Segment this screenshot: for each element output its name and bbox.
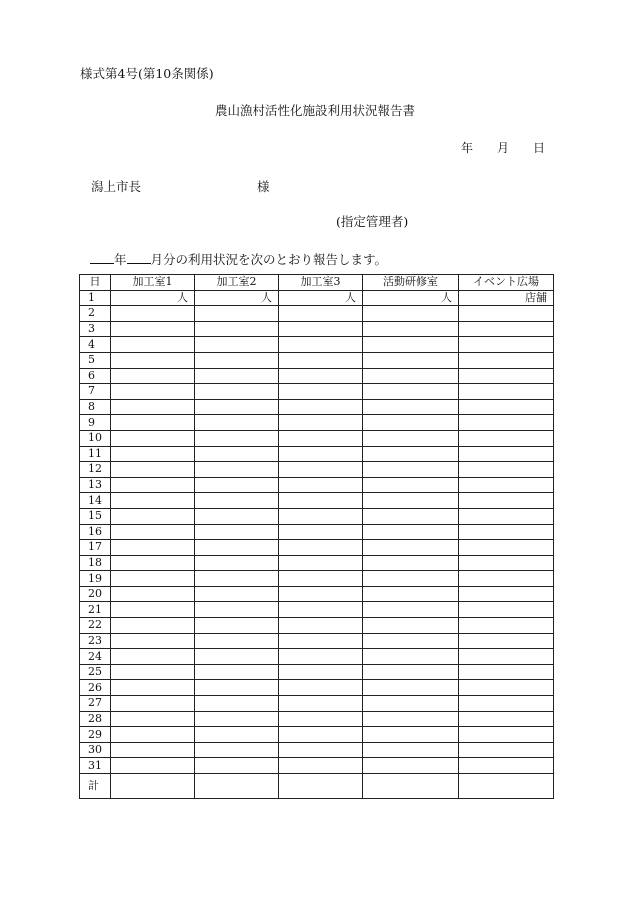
entry-cell[interactable] — [279, 571, 363, 587]
date-day-label: 日 — [532, 141, 545, 155]
entry-cell[interactable] — [111, 664, 195, 680]
entry-cell[interactable] — [111, 524, 195, 540]
day-cell: 14 — [80, 493, 111, 509]
entry-cell[interactable] — [195, 446, 279, 462]
entry-cell[interactable] — [279, 399, 363, 415]
entry-cell[interactable] — [363, 727, 459, 743]
day-cell: 31 — [80, 758, 111, 774]
entry-cell[interactable] — [459, 368, 554, 384]
entry-cell[interactable] — [363, 711, 459, 727]
entry-cell[interactable] — [195, 602, 279, 618]
entry-cell[interactable] — [363, 524, 459, 540]
table-row — [80, 711, 554, 727]
unit-cell[interactable]: 人 — [195, 290, 279, 306]
entry-cell[interactable] — [459, 415, 554, 431]
entry-cell[interactable] — [111, 540, 195, 556]
table-row — [80, 290, 554, 306]
table-row — [80, 649, 554, 665]
entry-cell[interactable] — [279, 742, 363, 758]
total-cell[interactable] — [195, 774, 279, 799]
entry-cell[interactable] — [279, 586, 363, 602]
entry-cell[interactable] — [279, 415, 363, 431]
day-cell: 29 — [80, 727, 111, 743]
entry-cell[interactable] — [459, 477, 554, 493]
entry-cell[interactable] — [111, 368, 195, 384]
entry-cell[interactable] — [363, 384, 459, 400]
entry-cell[interactable] — [111, 711, 195, 727]
unit-cell[interactable]: 人 — [111, 290, 195, 306]
header-processing-room-1: 加工室1 — [111, 275, 195, 291]
entry-cell[interactable] — [111, 633, 195, 649]
entry-cell[interactable] — [195, 462, 279, 478]
entry-cell[interactable] — [459, 633, 554, 649]
table-row — [80, 415, 554, 431]
entry-cell[interactable] — [459, 602, 554, 618]
entry-cell[interactable] — [459, 399, 554, 415]
entry-cell[interactable] — [195, 727, 279, 743]
entry-cell[interactable] — [279, 696, 363, 712]
entry-cell[interactable] — [279, 493, 363, 509]
entry-cell[interactable] — [363, 602, 459, 618]
day-cell: 30 — [80, 742, 111, 758]
entry-cell[interactable] — [111, 758, 195, 774]
table-row — [80, 352, 554, 368]
entry-cell[interactable] — [195, 633, 279, 649]
entry-cell[interactable] — [279, 758, 363, 774]
header-processing-room-2: 加工室2 — [195, 275, 279, 291]
table-row — [80, 508, 554, 524]
entry-cell[interactable] — [363, 633, 459, 649]
day-cell: 9 — [80, 415, 111, 431]
entry-cell[interactable] — [195, 321, 279, 337]
entry-cell[interactable] — [279, 446, 363, 462]
entry-cell[interactable] — [363, 321, 459, 337]
table-body — [80, 290, 554, 798]
entry-cell[interactable] — [363, 430, 459, 446]
year-blank — [90, 251, 114, 264]
entry-cell[interactable] — [195, 540, 279, 556]
day-cell: 7 — [80, 384, 111, 400]
day-cell: 6 — [80, 368, 111, 384]
entry-cell[interactable] — [459, 306, 554, 322]
day-cell: 12 — [80, 462, 111, 478]
table-header-row — [80, 275, 554, 291]
entry-cell[interactable] — [459, 508, 554, 524]
entry-cell[interactable] — [363, 399, 459, 415]
entry-cell[interactable] — [111, 555, 195, 571]
entry-cell[interactable] — [195, 337, 279, 353]
entry-cell[interactable] — [195, 555, 279, 571]
entry-cell[interactable] — [459, 446, 554, 462]
entry-cell[interactable] — [363, 555, 459, 571]
table-row — [80, 742, 554, 758]
header-training-room: 活動研修室 — [363, 275, 459, 291]
day-cell: 21 — [80, 602, 111, 618]
entry-cell[interactable] — [195, 352, 279, 368]
entry-cell[interactable] — [363, 696, 459, 712]
form-number: 様式第4号(第10条関係) — [80, 66, 214, 81]
table-row — [80, 430, 554, 446]
entry-cell[interactable] — [195, 477, 279, 493]
entry-cell[interactable] — [459, 649, 554, 665]
entry-cell[interactable] — [195, 368, 279, 384]
entry-cell[interactable] — [195, 758, 279, 774]
entry-cell[interactable] — [195, 524, 279, 540]
entry-cell[interactable] — [363, 508, 459, 524]
table-row — [80, 306, 554, 322]
entry-cell[interactable] — [111, 399, 195, 415]
month-blank — [127, 251, 151, 264]
entry-cell[interactable] — [459, 680, 554, 696]
header-processing-room-3: 加工室3 — [279, 275, 363, 291]
day-cell: 4 — [80, 337, 111, 353]
day-cell: 10 — [80, 430, 111, 446]
recipient-honorific: 様 — [257, 179, 270, 194]
day-cell: 1 — [80, 290, 111, 306]
entry-cell[interactable] — [459, 555, 554, 571]
entry-cell[interactable] — [363, 306, 459, 322]
entry-cell[interactable] — [363, 540, 459, 556]
total-cell[interactable] — [111, 774, 195, 799]
day-cell: 25 — [80, 664, 111, 680]
table-row — [80, 337, 554, 353]
entry-cell[interactable] — [279, 711, 363, 727]
entry-cell[interactable] — [279, 680, 363, 696]
day-cell: 26 — [80, 680, 111, 696]
entry-cell[interactable] — [363, 446, 459, 462]
entry-cell[interactable] — [459, 711, 554, 727]
total-cell[interactable] — [459, 774, 554, 799]
entry-cell[interactable] — [459, 586, 554, 602]
entry-cell[interactable] — [111, 571, 195, 587]
day-cell: 16 — [80, 524, 111, 540]
entry-cell[interactable] — [195, 696, 279, 712]
date-month-label: 月 — [496, 141, 509, 155]
entry-cell[interactable] — [459, 618, 554, 634]
unit-cell[interactable]: 店舗 — [459, 290, 554, 306]
entry-cell[interactable] — [195, 399, 279, 415]
total-row — [80, 774, 554, 799]
entry-cell[interactable] — [195, 306, 279, 322]
entry-cell[interactable] — [363, 618, 459, 634]
entry-cell[interactable] — [111, 508, 195, 524]
date-year-label: 年 — [460, 141, 473, 155]
day-cell: 28 — [80, 711, 111, 727]
entry-cell[interactable] — [459, 430, 554, 446]
entry-cell[interactable] — [279, 602, 363, 618]
total-cell[interactable] — [279, 774, 363, 799]
entry-cell[interactable] — [195, 586, 279, 602]
entry-cell[interactable] — [195, 571, 279, 587]
entry-cell[interactable] — [195, 680, 279, 696]
entry-cell[interactable] — [279, 352, 363, 368]
entry-cell[interactable] — [111, 586, 195, 602]
entry-cell[interactable] — [111, 649, 195, 665]
entry-cell[interactable] — [279, 618, 363, 634]
year-suffix: 年 — [114, 252, 127, 267]
entry-cell[interactable] — [111, 727, 195, 743]
entry-cell[interactable] — [111, 415, 195, 431]
table-row — [80, 524, 554, 540]
entry-cell[interactable] — [111, 337, 195, 353]
table-row — [80, 555, 554, 571]
entry-cell[interactable] — [459, 696, 554, 712]
entry-cell[interactable] — [111, 446, 195, 462]
day-cell: 27 — [80, 696, 111, 712]
entry-cell[interactable] — [195, 415, 279, 431]
total-cell[interactable] — [363, 774, 459, 799]
entry-cell[interactable] — [195, 711, 279, 727]
entry-cell[interactable] — [279, 384, 363, 400]
entry-cell[interactable] — [279, 337, 363, 353]
day-cell: 8 — [80, 399, 111, 415]
entry-cell[interactable] — [111, 321, 195, 337]
entry-cell[interactable] — [195, 493, 279, 509]
usage-table — [79, 274, 554, 799]
table-row — [80, 571, 554, 587]
entry-cell[interactable] — [279, 649, 363, 665]
entry-cell[interactable] — [279, 306, 363, 322]
recipient-name: 潟上市長 — [91, 179, 142, 194]
day-cell: 15 — [80, 508, 111, 524]
table-row — [80, 664, 554, 680]
entry-cell[interactable] — [111, 462, 195, 478]
table-row — [80, 758, 554, 774]
total-label: 計 — [80, 774, 111, 799]
unit-cell[interactable]: 人 — [363, 290, 459, 306]
entry-cell[interactable] — [363, 415, 459, 431]
entry-cell[interactable] — [111, 742, 195, 758]
entry-cell[interactable] — [279, 664, 363, 680]
entry-cell[interactable] — [279, 477, 363, 493]
document-title: 農山漁村活性化施設利用状況報告書 — [214, 103, 415, 118]
table-row — [80, 680, 554, 696]
day-cell: 5 — [80, 352, 111, 368]
table-row — [80, 399, 554, 415]
entry-cell[interactable] — [459, 742, 554, 758]
entry-cell[interactable] — [363, 352, 459, 368]
table-row — [80, 493, 554, 509]
day-cell: 23 — [80, 633, 111, 649]
entry-cell[interactable] — [279, 321, 363, 337]
entry-cell[interactable] — [363, 337, 459, 353]
day-cell: 17 — [80, 540, 111, 556]
entry-cell[interactable] — [363, 493, 459, 509]
entry-cell[interactable] — [363, 368, 459, 384]
entry-cell[interactable] — [459, 462, 554, 478]
entry-cell[interactable] — [363, 742, 459, 758]
unit-cell[interactable]: 人 — [279, 290, 363, 306]
entry-cell[interactable] — [459, 352, 554, 368]
entry-cell[interactable] — [195, 430, 279, 446]
entry-cell[interactable] — [111, 602, 195, 618]
day-cell: 24 — [80, 649, 111, 665]
entry-cell[interactable] — [279, 540, 363, 556]
entry-cell[interactable] — [279, 368, 363, 384]
day-cell: 3 — [80, 321, 111, 337]
day-cell: 19 — [80, 571, 111, 587]
month-suffix: 月分の利用状況を次のとおり報告します。 — [150, 252, 388, 267]
entry-cell[interactable] — [459, 571, 554, 587]
table-row — [80, 540, 554, 556]
day-cell: 13 — [80, 477, 111, 493]
entry-cell[interactable] — [111, 306, 195, 322]
entry-cell[interactable] — [111, 352, 195, 368]
table-row — [80, 602, 554, 618]
entry-cell[interactable] — [459, 337, 554, 353]
entry-cell[interactable] — [363, 586, 459, 602]
table-row — [80, 368, 554, 384]
header-day: 日 — [80, 275, 111, 291]
table-row — [80, 727, 554, 743]
table-row — [80, 384, 554, 400]
manager-label: (指定管理者) — [336, 214, 409, 229]
entry-cell[interactable] — [195, 508, 279, 524]
entry-cell[interactable] — [111, 430, 195, 446]
entry-cell[interactable] — [279, 633, 363, 649]
table-row — [80, 618, 554, 634]
header-event-plaza: イベント広場 — [459, 275, 554, 291]
entry-cell[interactable] — [363, 649, 459, 665]
entry-cell[interactable] — [363, 758, 459, 774]
entry-cell[interactable] — [363, 462, 459, 478]
day-cell: 18 — [80, 555, 111, 571]
entry-cell[interactable] — [459, 540, 554, 556]
date-line — [461, 139, 545, 156]
entry-cell[interactable] — [195, 742, 279, 758]
table-row — [80, 321, 554, 337]
table-row — [80, 586, 554, 602]
entry-cell[interactable] — [459, 384, 554, 400]
report-statement — [90, 250, 387, 268]
entry-cell[interactable] — [279, 727, 363, 743]
entry-cell[interactable] — [111, 477, 195, 493]
entry-cell[interactable] — [111, 680, 195, 696]
entry-cell[interactable] — [363, 477, 459, 493]
entry-cell[interactable] — [459, 524, 554, 540]
entry-cell[interactable] — [111, 493, 195, 509]
entry-cell[interactable] — [279, 508, 363, 524]
day-cell: 11 — [80, 446, 111, 462]
entry-cell[interactable] — [459, 727, 554, 743]
entry-cell[interactable] — [111, 384, 195, 400]
entry-cell[interactable] — [279, 430, 363, 446]
table-row — [80, 462, 554, 478]
entry-cell[interactable] — [459, 493, 554, 509]
entry-cell[interactable] — [363, 571, 459, 587]
entry-cell[interactable] — [111, 696, 195, 712]
entry-cell[interactable] — [279, 462, 363, 478]
table-row — [80, 633, 554, 649]
entry-cell[interactable] — [195, 618, 279, 634]
table-row — [80, 477, 554, 493]
entry-cell[interactable] — [363, 680, 459, 696]
entry-cell[interactable] — [195, 384, 279, 400]
entry-cell[interactable] — [111, 618, 195, 634]
entry-cell[interactable] — [279, 555, 363, 571]
entry-cell[interactable] — [363, 664, 459, 680]
table-row — [80, 446, 554, 462]
entry-cell[interactable] — [459, 321, 554, 337]
day-cell: 20 — [80, 586, 111, 602]
entry-cell[interactable] — [279, 524, 363, 540]
entry-cell[interactable] — [195, 649, 279, 665]
entry-cell[interactable] — [459, 664, 554, 680]
day-cell: 22 — [80, 618, 111, 634]
entry-cell[interactable] — [195, 664, 279, 680]
recipient-line — [91, 177, 270, 195]
table-row — [80, 696, 554, 712]
entry-cell[interactable] — [459, 758, 554, 774]
day-cell: 2 — [80, 306, 111, 322]
